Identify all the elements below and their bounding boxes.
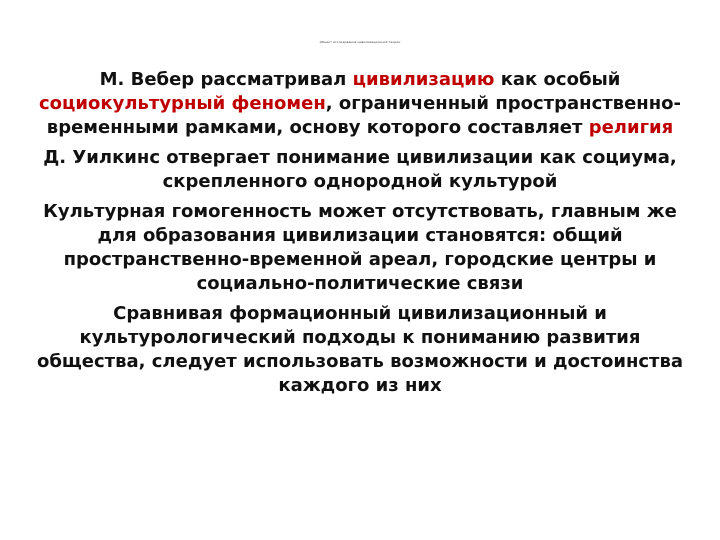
highlight-religion: религия: [588, 117, 674, 138]
slide-body: [26, 68, 694, 398]
paragraph-wilkins: Д. Уилкинс отвергает понимание цивилизации как социума, скрепленного однородной культурой: [43, 147, 677, 192]
weber-text-3: , ограниченный пространственно-временными рамками, основу которого составляет: [46, 93, 681, 138]
weber-text-2: как особый: [494, 69, 621, 90]
highlight-sociocultural-phenomenon: социокультурный феномен: [39, 93, 326, 114]
paragraph-comparison: Сравнивая формационный цивилизационный и культурологический подходы к пониманию развития общества, следует использовать возможности и достоинства каждого из них: [36, 303, 684, 396]
weber-text-1: М. Вебер рассматривал: [99, 69, 353, 90]
highlight-civilization: цивилизацию: [352, 69, 495, 90]
slide-title: Объект исследования цивилизационной теории: [319, 40, 401, 44]
paragraph-weber: [26, 68, 694, 140]
paragraph-cultural-homogeneity: Культурная гомогенность может отсутствовать, главным же для образования цивилизации становятся: общий пространственно-временной ареал, городские центры и социально-политические связи: [43, 201, 677, 294]
